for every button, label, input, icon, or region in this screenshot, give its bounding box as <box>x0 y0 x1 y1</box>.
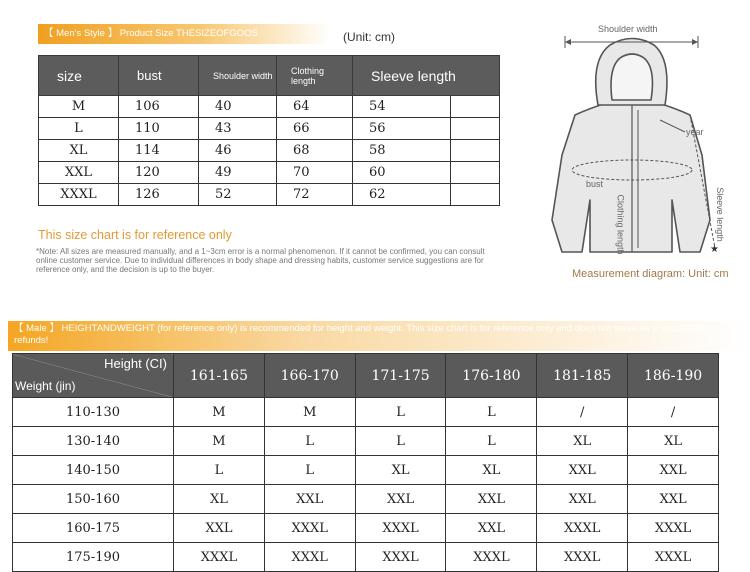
height-header-cell: 186-190 <box>628 354 719 398</box>
weight-cell: 160-175 <box>13 514 174 543</box>
size-cell: 54 <box>353 96 451 118</box>
recommended-size-cell: XXL <box>628 485 719 514</box>
size-cell <box>450 184 499 206</box>
weight-row <box>13 543 719 572</box>
size-cell: 126 <box>119 184 199 206</box>
size-cell: 58 <box>353 140 451 162</box>
recommended-size-cell: XL <box>174 485 265 514</box>
recommended-size-cell: / <box>537 398 628 427</box>
height-header-cell: 181-185 <box>537 354 628 398</box>
recommended-size-cell: XXXL <box>628 514 719 543</box>
recommended-size-cell: M <box>174 427 265 456</box>
recommended-size-cell: XXL <box>537 485 628 514</box>
weight-cell: 110-130 <box>13 398 174 427</box>
weight-cell: 175-190 <box>13 543 174 572</box>
height-header-cell: 171-175 <box>355 354 446 398</box>
size-cell <box>450 118 499 140</box>
size-cell: 114 <box>119 140 199 162</box>
size-cell: 46 <box>199 140 277 162</box>
corner-height-label: Height (CI) <box>104 356 167 371</box>
recommended-size-cell: L <box>446 427 537 456</box>
recommended-size-cell: XL <box>537 427 628 456</box>
size-cell: 68 <box>277 140 353 162</box>
size-row <box>39 162 500 184</box>
size-cell: 70 <box>277 162 353 184</box>
size-row <box>39 184 500 206</box>
recommended-size-cell: XXXL <box>264 543 355 572</box>
size-cell: 49 <box>199 162 277 184</box>
measurement-diagram <box>520 20 750 285</box>
recommended-size-cell: XXL <box>537 456 628 485</box>
weight-row <box>13 485 719 514</box>
size-cell: 72 <box>277 184 353 206</box>
size-cell: M <box>39 96 119 118</box>
height-header-cell: 176-180 <box>446 354 537 398</box>
size-row <box>39 118 500 140</box>
header-size: size <box>39 56 119 96</box>
size-cell: 66 <box>277 118 353 140</box>
weight-row <box>13 514 719 543</box>
recommended-size-cell: L <box>264 456 355 485</box>
header-sleeve-length: Sleeve length <box>353 56 500 96</box>
size-cell: 64 <box>277 96 353 118</box>
size-cell: 110 <box>119 118 199 140</box>
size-cell: 52 <box>199 184 277 206</box>
recommended-size-cell: XXXL <box>537 543 628 572</box>
recommended-size-cell: XL <box>628 427 719 456</box>
size-cell <box>450 140 499 162</box>
height-weight-banner: 【 Male 】 HEIGHTANDWEIGHT (for reference only) is recommended for height and weight. This size chart is for reference only and does not serve as a voucher for refunds! <box>8 321 750 351</box>
clothing-length-label: Clothing length <box>615 194 626 255</box>
disclaimer-note: *Note: All sizes are measured manually, and a 1~3cm error is a normal phenomenon. If it cannot be confirmed, you can consult online customer service. Due to individual differences in body shape and dressing habits, customer service suggestions are for reference only, and the decision is up to the buyer. <box>36 247 485 274</box>
unit-label: (Unit: cm) <box>343 30 395 44</box>
size-cell: 60 <box>353 162 451 184</box>
size-row <box>39 96 500 118</box>
height-header-cell: 166-170 <box>264 354 355 398</box>
recommended-size-cell: / <box>628 398 719 427</box>
recommended-size-cell: XXL <box>628 456 719 485</box>
weight-row <box>13 398 719 427</box>
year-label: year <box>686 127 704 137</box>
size-cell: 120 <box>119 162 199 184</box>
header-shoulder-width: Shoulder width <box>199 56 277 96</box>
weight-row <box>13 456 719 485</box>
recommended-size-cell: XXXL <box>174 543 265 572</box>
size-cell: 40 <box>199 96 277 118</box>
header-clothing-length: Clothing length <box>277 56 353 96</box>
recommended-size-cell: L <box>355 398 446 427</box>
recommended-size-cell: XL <box>446 456 537 485</box>
size-chart-header-row <box>39 56 500 96</box>
size-cell <box>450 96 499 118</box>
recommended-size-cell: L <box>174 456 265 485</box>
weight-cell: 130-140 <box>13 427 174 456</box>
recommended-size-cell: XXL <box>446 485 537 514</box>
svg-text:★: ★ <box>710 244 719 255</box>
recommended-size-cell: L <box>264 427 355 456</box>
corner-header <box>13 354 174 398</box>
recommended-size-cell: M <box>264 398 355 427</box>
recommended-size-cell: L <box>446 398 537 427</box>
size-chart-table <box>38 55 500 206</box>
recommended-size-cell: XXXL <box>537 514 628 543</box>
recommended-size-cell: M <box>174 398 265 427</box>
size-cell: XXL <box>39 162 119 184</box>
recommended-size-cell: XL <box>355 456 446 485</box>
reference-note: This size chart is for reference only <box>38 228 232 242</box>
recommended-size-cell: XXXL <box>446 543 537 572</box>
size-cell: 106 <box>119 96 199 118</box>
size-cell: L <box>39 118 119 140</box>
size-cell: 62 <box>353 184 451 206</box>
shoulder-width-label: Shoulder width <box>598 24 658 34</box>
recommended-size-cell: XXXL <box>264 514 355 543</box>
weight-cell: 150-160 <box>13 485 174 514</box>
weight-row <box>13 427 719 456</box>
recommended-size-cell: XXXL <box>628 543 719 572</box>
height-weight-table <box>12 353 719 572</box>
size-cell: 56 <box>353 118 451 140</box>
size-cell: 43 <box>199 118 277 140</box>
size-row <box>39 140 500 162</box>
recommended-size-cell: XXXL <box>355 514 446 543</box>
size-cell: XL <box>39 140 119 162</box>
bust-label: bust <box>586 179 604 189</box>
recommended-size-cell: XXL <box>174 514 265 543</box>
header-bust: bust <box>119 56 199 96</box>
height-header-row <box>13 354 719 398</box>
recommended-size-cell: L <box>355 427 446 456</box>
size-cell <box>450 162 499 184</box>
sleeve-length-label: Sleeve length <box>714 187 725 242</box>
recommended-size-cell: XXL <box>446 514 537 543</box>
measurement-caption: Measurement diagram: Unit: cm <box>572 268 729 280</box>
recommended-size-cell: XXL <box>264 485 355 514</box>
weight-cell: 140-150 <box>13 456 174 485</box>
recommended-size-cell: XXXL <box>355 543 446 572</box>
corner-weight-label: Weight (jin) <box>15 379 76 393</box>
height-header-cell: 161-165 <box>174 354 265 398</box>
recommended-size-cell: XXL <box>355 485 446 514</box>
size-chart-banner: 【 Men's Style 】 Product Size THESIZEOFGOOS <box>38 24 330 44</box>
size-cell: XXXL <box>39 184 119 206</box>
